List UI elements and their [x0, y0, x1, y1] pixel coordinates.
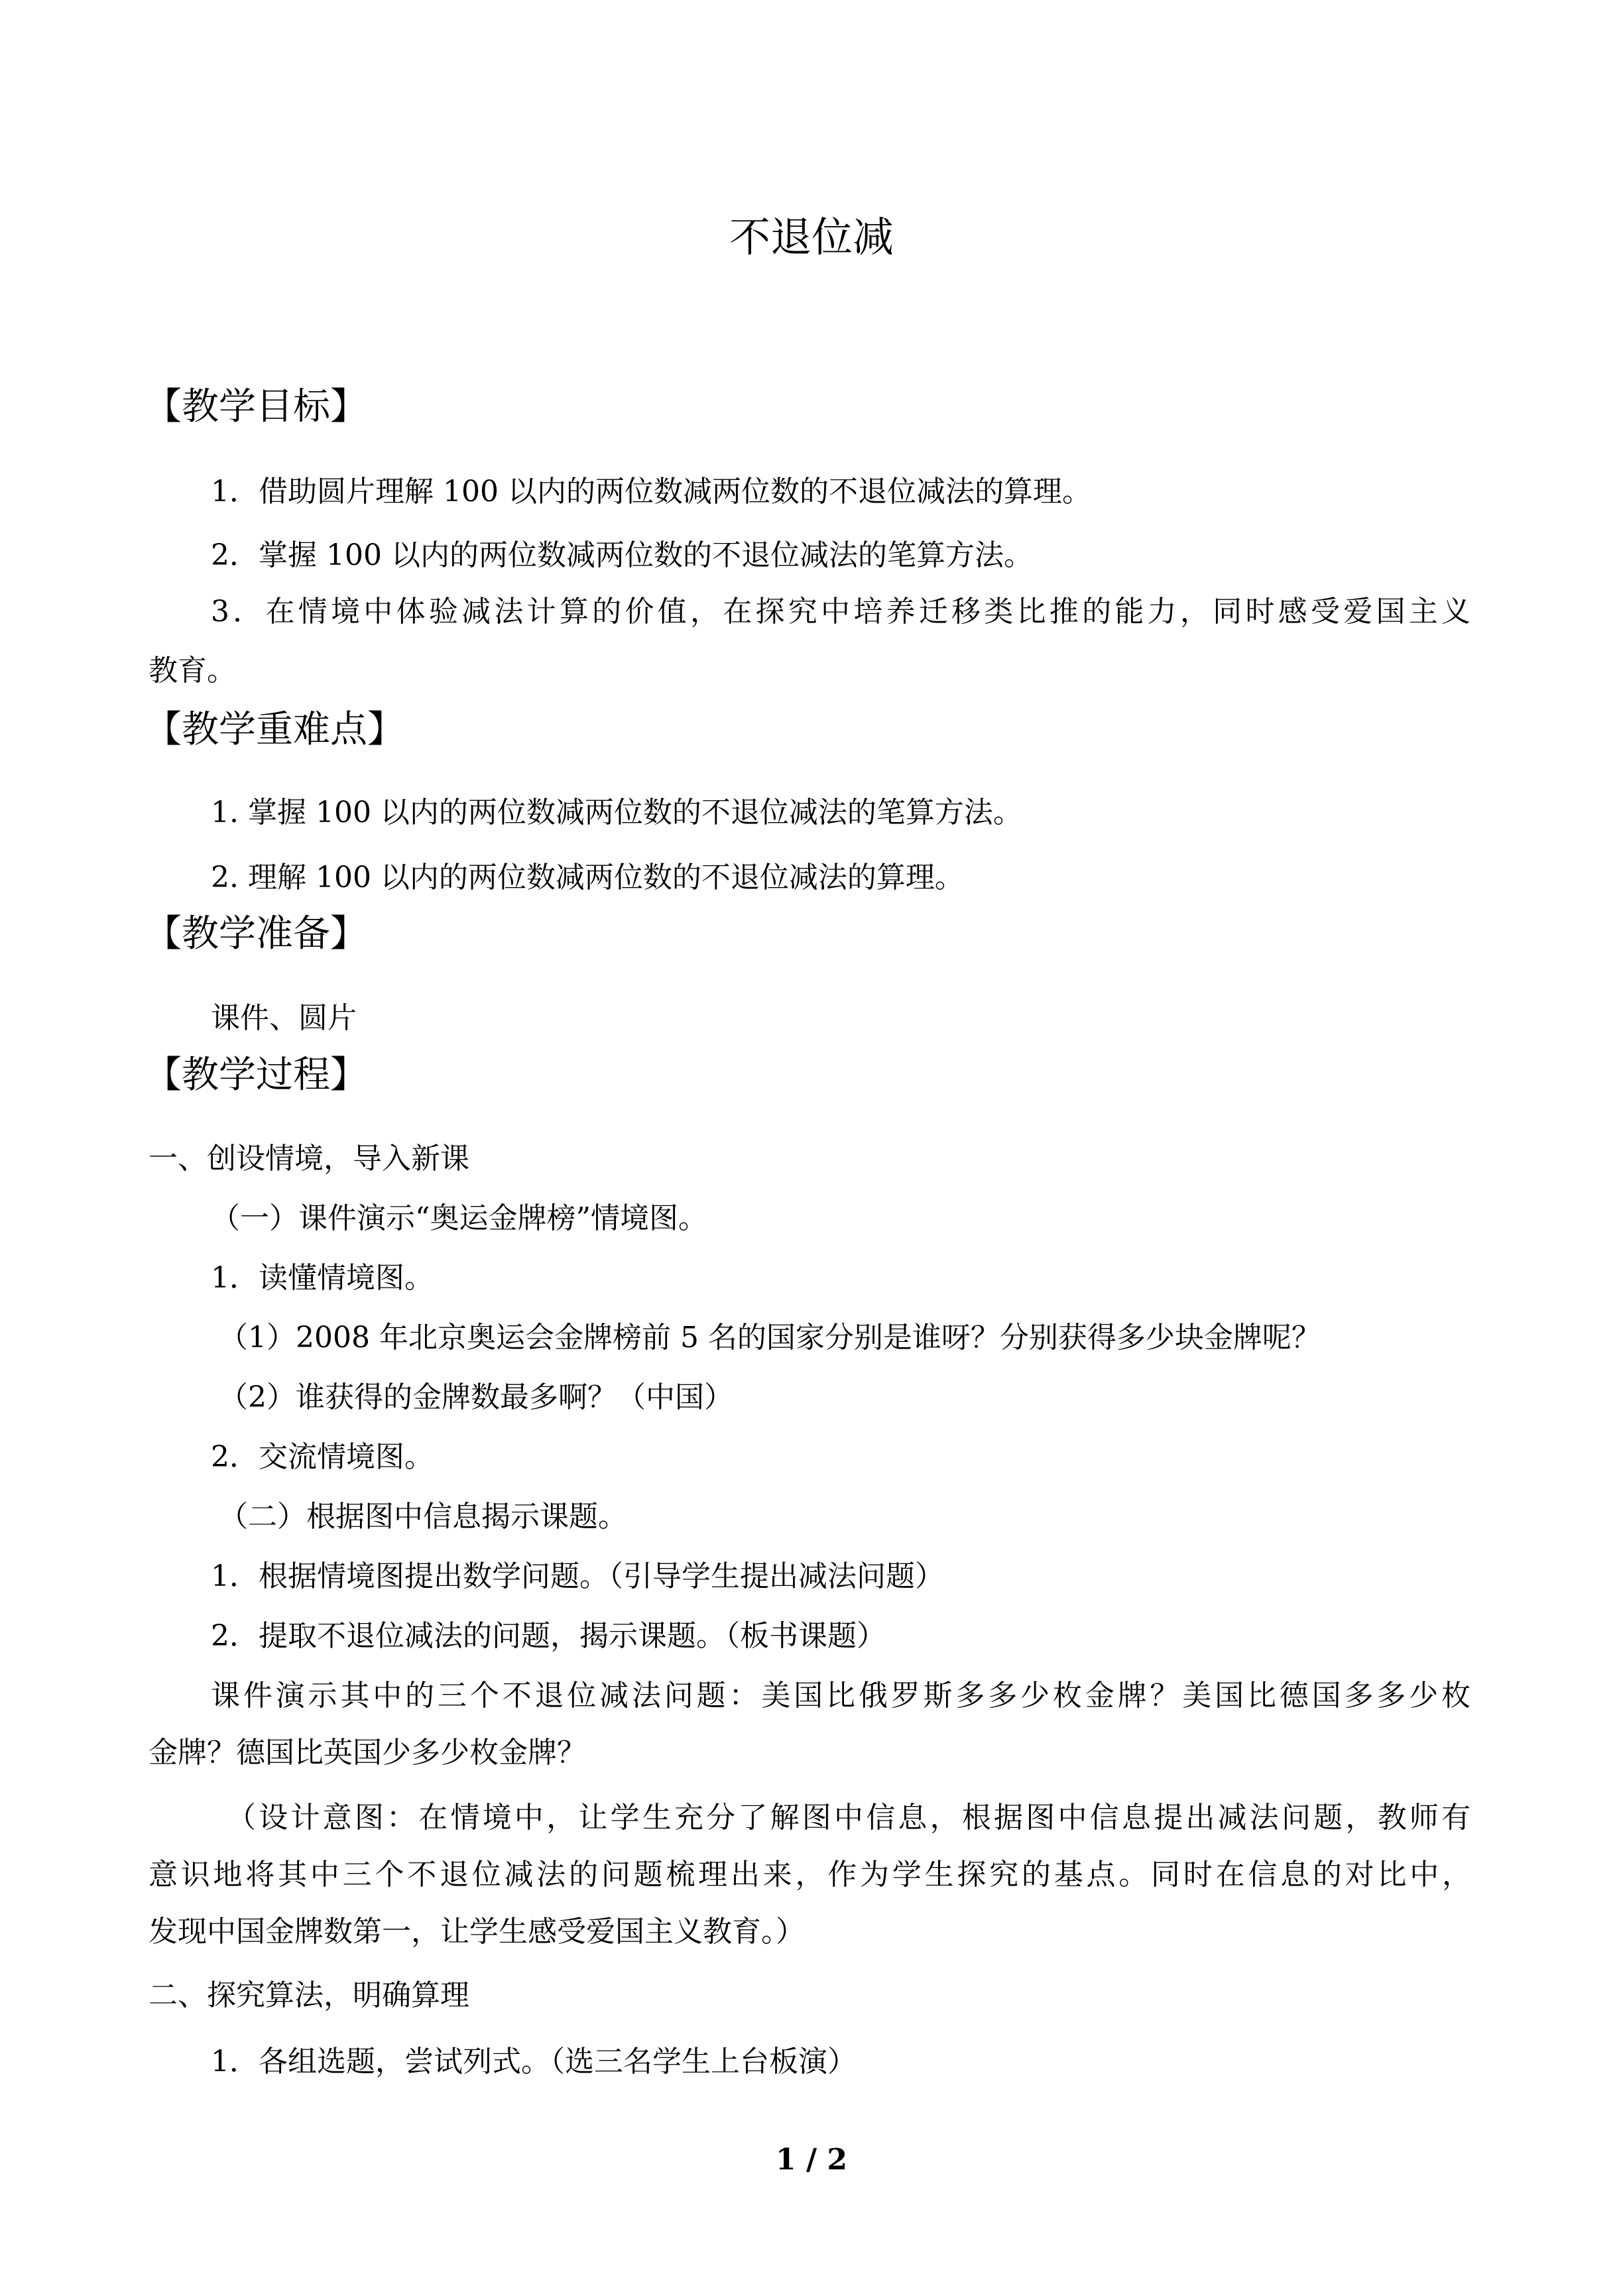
- section-heading-goals: 【教学目标】: [145, 385, 367, 428]
- process-line-6: 2．交流情境图。: [211, 1440, 434, 1474]
- process-line-2: （一）课件演示“奥运金牌榜”情境图。: [211, 1201, 707, 1235]
- process-line-11: 金牌？德国比英国少多少枚金牌？: [149, 1736, 586, 1770]
- key-point-item-1: 1. 掌握 100 以内的两位数减两位数的不退位减法的笔算方法。: [211, 796, 1022, 829]
- prep-text: 课件、圆片: [211, 1001, 357, 1035]
- goal-item-2: 2．掌握 100 以内的两位数减两位数的不退位减法的笔算方法。: [211, 538, 1033, 572]
- process-line-8: 1．根据情境图提出数学问题。（引导学生提出减法问题）: [211, 1559, 944, 1593]
- process-line-9: 2．提取不退位减法的问题，揭示课题。（板书课题）: [211, 1619, 886, 1653]
- process-line-3: 1．读懂情境图。: [211, 1261, 434, 1295]
- process-line-7: （二）根据图中信息揭示课题。: [219, 1500, 627, 1534]
- process-line-16: 1．各组选题，尝试列式。（选三名学生上台板演）: [211, 2045, 857, 2079]
- process-line-14: 发现中国金牌数第一，让学生感受爱国主义教育。）: [149, 1915, 805, 1949]
- goal-item-1: 1．借助圆片理解 100 以内的两位数减两位数的不退位减法的算理。: [211, 475, 1091, 509]
- process-line-12: （设计意图：在情境中，让学生充分了解图中信息，根据图中信息提出减法问题，教师有: [227, 1801, 1471, 1835]
- document-title: 不退位减: [729, 213, 894, 261]
- section-heading-key-points: 【教学重难点】: [145, 708, 404, 751]
- process-line-4: （1）2008 年北京奥运会金牌榜前 5 名的国家分别是谁呀？分别获得多少块金牌呢？: [219, 1321, 1321, 1355]
- page-number: 1 / 2: [776, 2143, 847, 2177]
- process-line-15: 二、探究算法，明确算理: [149, 1978, 469, 2012]
- section-heading-process: 【教学过程】: [145, 1054, 367, 1097]
- goal-item-3-continued: 教育。: [149, 654, 236, 688]
- process-line-13: 意识地将其中三个不退位减法的问题梳理出来，作为学生探究的基点。同时在信息的对比中，: [149, 1858, 1471, 1892]
- process-line-1: 一、创设情境，导入新课: [149, 1142, 469, 1176]
- key-point-item-2: 2. 理解 100 以内的两位数减两位数的不退位减法的算理。: [211, 861, 964, 894]
- process-line-10: 课件演示其中的三个不退位减法问题：美国比俄罗斯多多少枚金牌？美国比德国多多少枚: [211, 1679, 1471, 1713]
- section-heading-prep: 【教学准备】: [145, 912, 367, 955]
- process-line-5: （2）谁获得的金牌数最多啊？（中国）: [219, 1380, 733, 1414]
- goal-item-3: 3．在情境中体验减法计算的价值，在探究中培养迁移类比推的能力，同时感受爱国主义: [211, 595, 1471, 629]
